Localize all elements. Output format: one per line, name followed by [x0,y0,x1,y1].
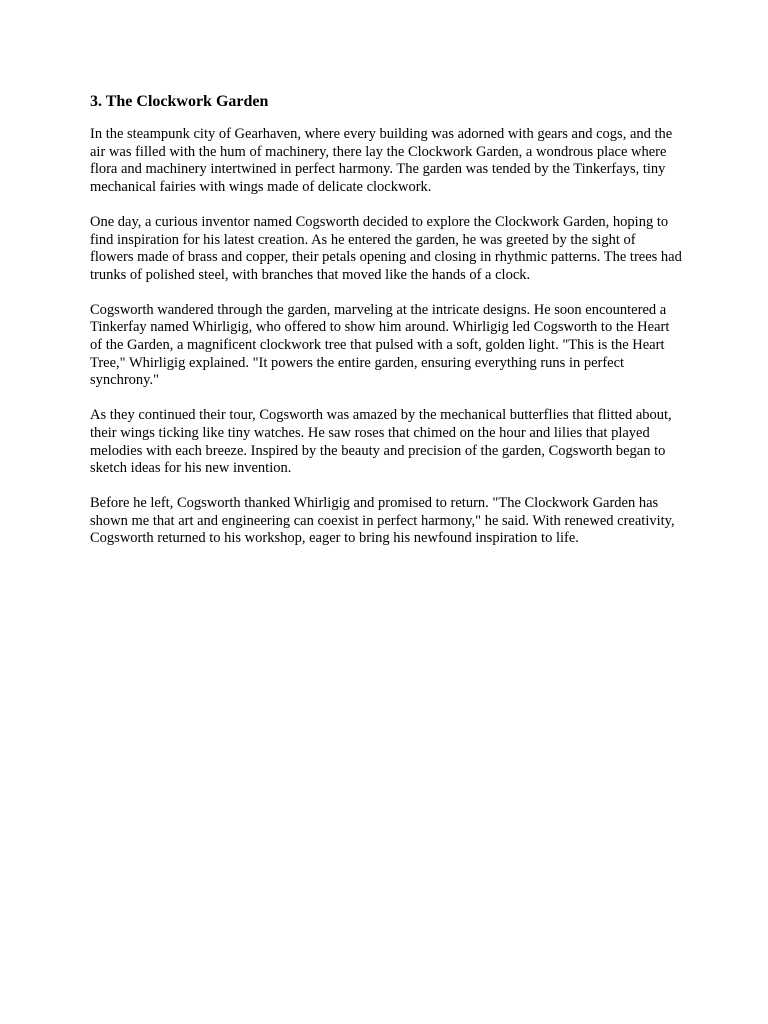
paragraph-5: Before he left, Cogsworth thanked Whirligig and promised to return. "The Clockwork Garden has shown me that art and engineering can coexist in perfect harmony," he said. With renewed creativity, Cogsworth returned to his workshop, eager to bring his newfound inspiration to life. [90,494,675,547]
paragraph-4: As they continued their tour, Cogsworth was amazed by the mechanical butterflies that flitted about, their wings ticking like tiny watches. He saw roses that chimed on the hour and lilies that played melodies with each breeze. Inspired by the beauty and precision of the garden, Cogsworth began to sketch ideas for his new invention. [90,407,672,477]
paragraph-3: Cogsworth wandered through the garden, marveling at the intricate designs. He soon encountered a Tinkerfay named Whirligig, who offered to show him around. Whirligig led Cogsworth to the Heart of the Garden, a magnificent clockwork tree that pulsed with a soft, golden light. "This is the Heart Tree," Whirligig explained. "It powers the entire garden, ensuring everything runs in perfect synchrony." [90,301,670,389]
section-title: 3. The Clockwork Garden [90,93,269,110]
paragraph-1: In the steampunk city of Gearhaven, where every building was adorned with gears and cogs, and the air was filled with the hum of machinery, there lay the Clockwork Garden, a wondrous place where flora and machinery intertwined in perfect harmony. The garden was tended by the Tinkerfays, tiny mechanical fairies with wings made of delicate clockwork. [90,126,673,196]
document-page [90,92,682,565]
paragraph-2: One day, a curious inventor named Cogsworth decided to explore the Clockwork Garden, hoping to find inspiration for his latest creation. As he entered the garden, he was greeted by the sight of flowers made of brass and copper, their petals opening and closing in rhythmic patterns. The trees had trunks of polished steel, with branches that moved like the hands of a clock. [90,213,682,283]
